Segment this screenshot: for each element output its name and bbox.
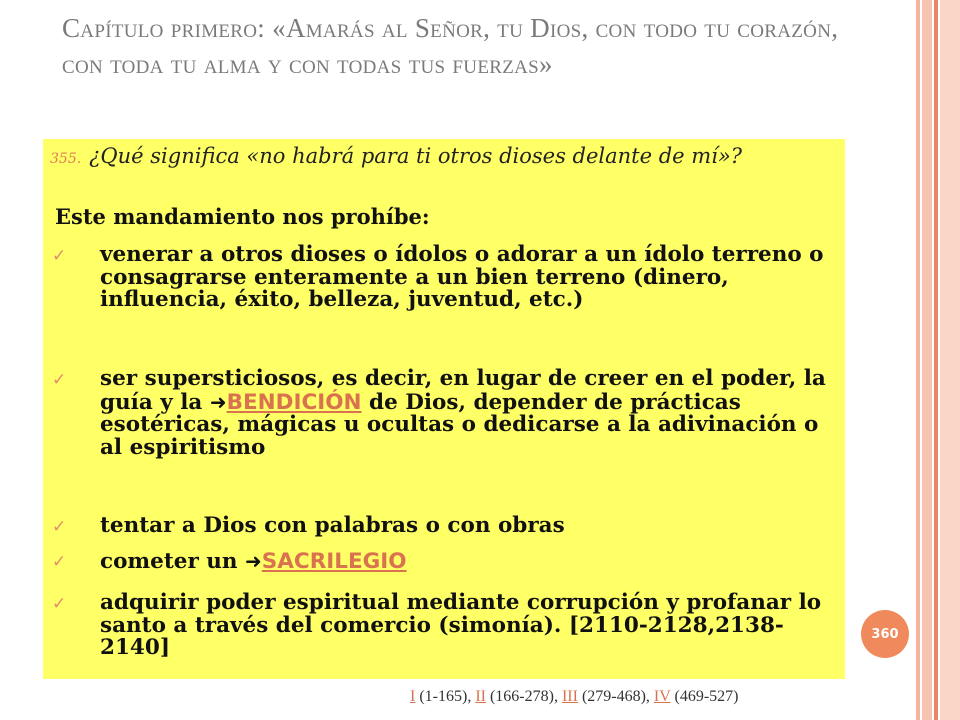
bendicion-link[interactable]: BENDICIÓN: [226, 389, 362, 415]
checkmark-icon: ✓: [52, 246, 67, 266]
list-item: [0, 550, 845, 592]
slide-title: Capítulo primero: «Amarás al Señor, tu Dios, con todo tu corazón, con toda tu alma y con todas tus fuerzas»: [62, 13, 839, 79]
section-index-footer: I (1-165), II (166-278), III (279-468), IV (469-527): [410, 688, 739, 705]
section-heading: Este mandamiento nos prohíbe:: [55, 204, 430, 229]
list-item: [0, 592, 845, 660]
list-item: [0, 515, 845, 550]
section-link-iv[interactable]: IV: [653, 688, 671, 705]
list-item-text: venerar a otros dioses o ídolos o adorar a un ídolo terreno o consagrarse enteramente a un bien terreno (dinero, influencia, éxito, belleza, juventud, etc.): [100, 242, 824, 312]
checkmark-icon: ✓: [52, 370, 67, 390]
checkmark-icon: ✓: [52, 517, 67, 537]
list-item: [0, 244, 845, 368]
question: [50, 145, 840, 170]
list-item-text: tentar a Dios con palabras o con obras: [100, 513, 565, 538]
decorative-stripe: [934, 0, 938, 720]
arrow-icon: ➜: [245, 549, 262, 573]
question-number: 355.: [50, 151, 82, 167]
decorative-stripe: [940, 0, 960, 720]
list-item-text: cometer un ➜SACRILEGIO: [100, 549, 407, 574]
section-link-i[interactable]: I: [410, 688, 416, 705]
section-link-ii[interactable]: II: [475, 688, 486, 705]
sacrilegio-link[interactable]: SACRILEGIO: [261, 549, 407, 574]
list-item-text: adquirir poder espiritual mediante corrupción y profanar lo santo a través del comercio (simonía). [2110-2128,2138-2140]: [100, 590, 822, 660]
decorative-stripe: [922, 0, 932, 720]
list-item: [0, 368, 845, 515]
section-link-iii[interactable]: III: [561, 688, 578, 705]
checkmark-icon: ✓: [52, 552, 67, 572]
question-text: ¿Qué significa «no habrá para ti otros dioses delante de mí»?: [89, 144, 742, 168]
page-number-badge: 360: [861, 610, 909, 658]
decorative-stripe: [916, 0, 920, 720]
arrow-icon: ➜: [209, 389, 227, 414]
checkmark-icon: ✓: [52, 594, 67, 614]
prohibition-list: [0, 244, 845, 660]
list-item-text: ser supersticiosos, es decir, en lugar de creer en el poder, la guía y la ➜BENDICIÓN de Dios, depender de prácticas esotéricas, mágicas u ocultas o dedicarse a la adivinación o al espiritismo: [100, 366, 826, 460]
